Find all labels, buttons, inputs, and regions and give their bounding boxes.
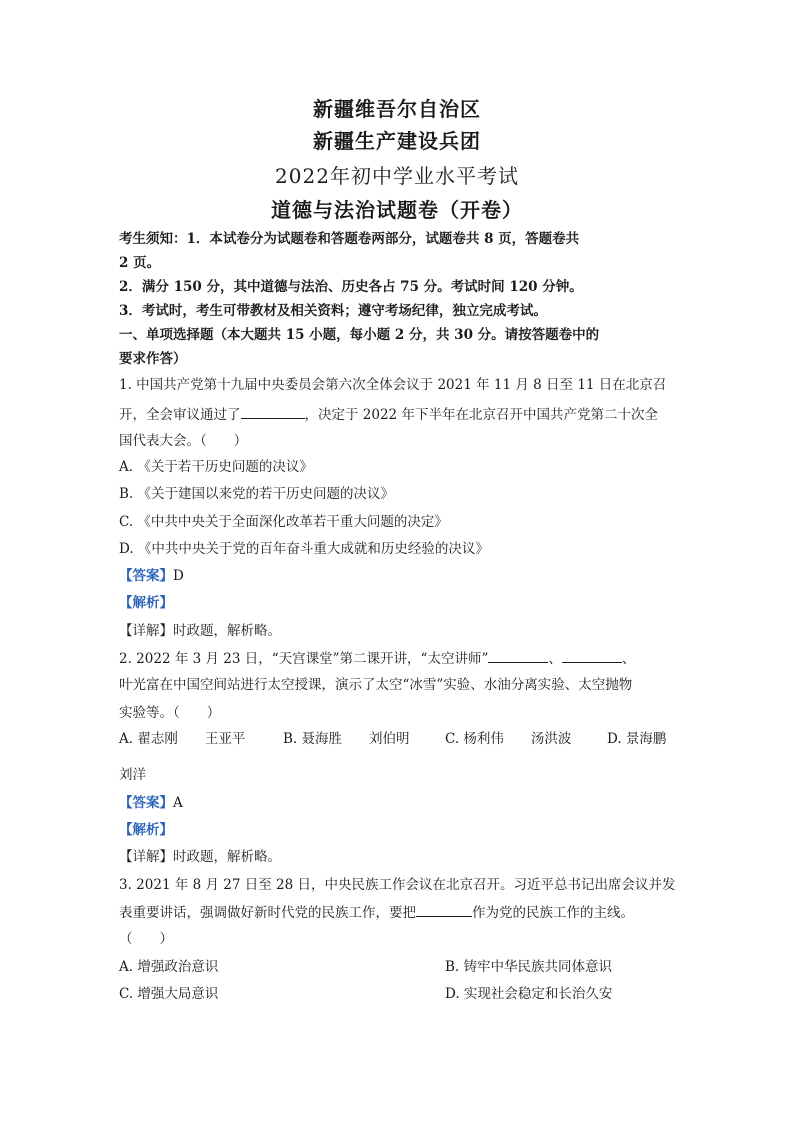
q1-answer-value: D — [173, 568, 184, 584]
q2-blank-2 — [562, 648, 622, 663]
q2-stem-line-3: 实验等。（ ） — [119, 705, 221, 721]
title-corps: 新疆生产建设兵团 — [313, 129, 481, 153]
q2-sep: 、 — [548, 651, 562, 667]
q3-stem-text-a: 表重要讲话，强调做好新时代党的民族工作，要把 — [119, 905, 416, 921]
analysis-tag: 【解析】 — [119, 595, 173, 611]
q1-blank — [241, 404, 305, 419]
q1-stem-text-a: 开，全会审议通过了 — [119, 407, 241, 423]
notice-line-1: 考生须知：1．本试卷分为试题卷和答题卷两部分，试题卷共 8 页，答题卷共 — [119, 231, 580, 247]
q1-stem-line-1: 1. 中国共产党第十九届中央委员会第六次全体会议于 2021 年 11 月 8 日至 11 日在北京召 — [119, 377, 667, 393]
q2-stem-text-a: 2. 2022 年 3 月 23 日，“天宫课堂”第二课开讲，“太空讲师” — [119, 651, 489, 667]
q3-option-c: C. 增强大局意识 — [119, 986, 219, 1002]
notice-line-4: 3．考试时，考生可带教材及相关资料；遵守考场纪律，独立完成考试。 — [119, 303, 547, 319]
detail-tag: 【详解】 — [119, 623, 173, 639]
q3-stem-line-3: （ ） — [119, 931, 173, 947]
title-exam: 2022年初中学业水平考试 — [275, 164, 519, 188]
q1-option-b: B. 《关于建国以来党的若干历史问题的决议》 — [119, 486, 395, 502]
q3-option-b: B. 铸牢中华民族共同体意识 — [445, 959, 613, 975]
q2-option-a: A. 翟志刚 王亚平 — [119, 731, 246, 747]
q2-option-d: D. 景海鹏 — [607, 731, 667, 747]
q1-analysis — [119, 593, 173, 613]
notice-line-3: 2．满分 150 分，其中道德与法治、历史各占 75 分。考试时间 120 分钟。 — [119, 279, 583, 295]
q1-detail — [119, 621, 281, 641]
q3-stem-text-b: 作为党的民族工作的主线。 — [472, 905, 634, 921]
q1-option-c: C. 《中共中央关于全面深化改革若干重大问题的决定》 — [119, 514, 448, 530]
q2-analysis — [119, 820, 173, 840]
answer-tag: 【答案】 — [119, 795, 173, 811]
notice-line-2: 2 页。 — [119, 255, 161, 271]
detail-tag: 【详解】 — [119, 849, 173, 865]
q1-stem-line-2 — [119, 404, 658, 425]
q2-stem-line-2: 叶光富在中国空间站进行太空授课，演示了太空“冰雪”实验、水油分离实验、太空抛物 — [119, 677, 633, 693]
q1-option-a: A. 《关于若干历史问题的决议》 — [119, 459, 313, 475]
q3-option-a: A. 增强政治意识 — [119, 959, 219, 975]
q3-stem-line-2 — [119, 902, 634, 923]
q3-option-d: D. 实现社会稳定和长治久安 — [445, 986, 613, 1002]
section-heading-line-2: 要求作答） — [119, 351, 187, 367]
q2-option-d-continued: 刘洋 — [119, 767, 146, 783]
q3-stem-line-1: 3. 2021 年 8 月 27 日至 28 日，中央民族工作会议在北京召开。习近平总书记出席会议并发 — [119, 877, 676, 893]
q2-blank-1 — [488, 648, 548, 663]
analysis-tag: 【解析】 — [119, 822, 173, 838]
q2-detail-text: 时政题，解析略。 — [173, 849, 281, 865]
q1-stem-line-3: 国代表大会。（ ） — [119, 433, 248, 449]
q2-detail — [119, 847, 281, 867]
q2-sep-end: 、 — [621, 651, 636, 667]
q1-detail-text: 时政题，解析略。 — [173, 623, 281, 639]
title-subject: 道德与法治试题卷（开卷） — [271, 198, 523, 222]
q2-answer-value: A — [173, 795, 183, 811]
q2-stem-line-1 — [119, 648, 635, 669]
section-heading-line-1: 一、单项选择题（本大题共 15 小题，每小题 2 分，共 30 分。请按答题卷中的 — [119, 327, 600, 343]
q2-option-b: B. 聂海胜 刘伯明 — [283, 731, 410, 747]
q2-option-c: C. 杨利伟 汤洪波 — [445, 731, 572, 747]
q1-stem-text-b: ，决定于 2022 年下半年在北京召开中国共产党第二十次全 — [304, 407, 658, 423]
answer-tag: 【答案】 — [119, 568, 173, 584]
q2-answer — [119, 793, 183, 813]
q3-blank — [416, 902, 472, 917]
q1-answer — [119, 566, 184, 586]
q1-option-d: D. 《中共中央关于党的百年奋斗重大成就和历史经验的决议》 — [119, 541, 489, 557]
title-region: 新疆维吾尔自治区 — [313, 97, 481, 121]
